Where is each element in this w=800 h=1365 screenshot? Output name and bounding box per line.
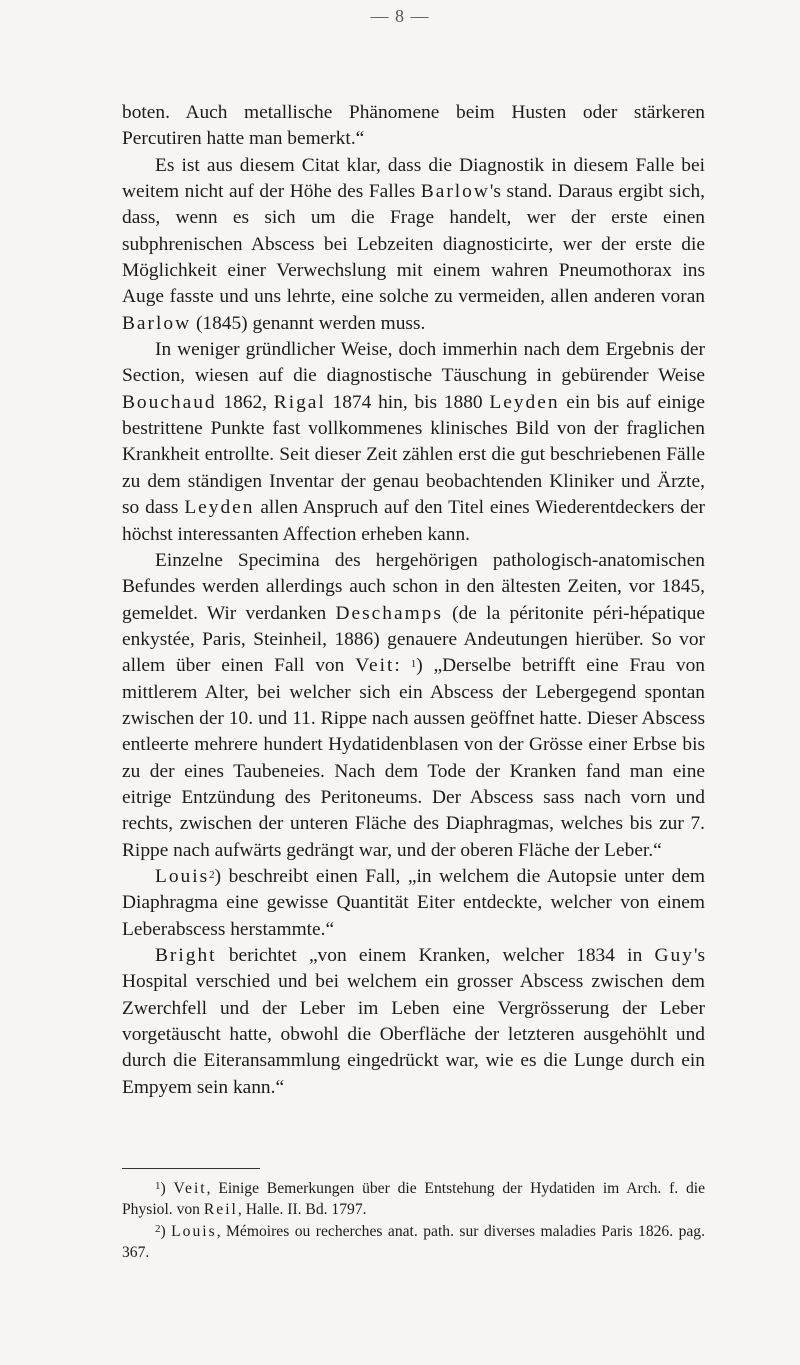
author-name-barlow-2: Barlow [122, 312, 192, 334]
paragraph-2 [122, 153, 705, 337]
footnote-divider [122, 1168, 260, 1169]
name-guy: Guy [654, 945, 694, 966]
paragraph-3-text-c: 1874 hin, bis 1880 [325, 391, 490, 413]
footnote-1-marker: 1 [155, 1180, 161, 1192]
paragraph-4 [122, 548, 705, 864]
footnote-1-author-reil: Reil [203, 1201, 238, 1219]
paragraph-4-text-c: : [394, 655, 411, 677]
paragraph-3-text-a: In weniger gründlicher Weise, doch immerhin nach dem Ergebnis der Section, wiesen auf die diagnostische Täuschung in gebürender Weise [122, 339, 705, 387]
paragraph-4-text-a: Einzelne Specimina des hergehörigen pathologisch-anatomischen Befundes werden allerdings auch schon in den ältesten Zeiten, vor 1845, gemeldet. Wir verdanken [122, 549, 705, 624]
paragraph-1 [122, 100, 705, 153]
author-name-barlow: Barlow [420, 181, 490, 203]
author-name-bright: Bright [155, 945, 217, 966]
paragraph-3-text-d: ein bis auf einige bestrittene Punkte fast vollkommenes klinisches Bild von der fraglichen Krankheit entrollte. Seit dieser Zeit zählen erst die gut beschriebenen Fälle zu dem ständigen Inventar der genau beobachtenden Kliniker und Ärzte, so dass [122, 391, 705, 519]
footnote-1-text-a: , Einige Bemerkungen über die Entstehung der Hydatiden im Arch. f. die Physiol. von [122, 1180, 706, 1219]
author-name-bouchaud: Bouchaud [122, 391, 217, 413]
author-name-leyden: Leyden [489, 391, 560, 413]
footnote-1-author-veit: Veit [173, 1180, 207, 1197]
paragraph-3 [122, 337, 705, 548]
paragraph-6-text-b: 's Hospital verschied und bei welchem ein grosser Abscess zwischen dem Zwerchfell und der Leber im Leben eine Vergrösserung der Leber vorgetäuscht hatte, obwohl die Oberfläche der letzteren ausgehöhlt und durch die Eiteransammlung eingedrückt war, wie es die Lunge durch ein Empyem sein kann.“ [122, 945, 705, 1098]
author-name-rigal: Rigal [273, 391, 326, 413]
footnote-ref-2: 2 [209, 868, 215, 881]
footnote-2: $^2$) Louis, Mémoires ou recherches anat. path. sur diverses maladies Paris 1826. pag. 367. [122, 1222, 706, 1261]
main-text [122, 100, 705, 1101]
paragraph-3-text-e: allen Anspruch auf den Titel eines Wiederentdeckers der höchst interessanten Affection erheben kann. [122, 497, 705, 545]
page-number: — 8 — [370, 6, 430, 26]
paragraph-4-text-b: (de la péritonite péri-hépatique enkystée, Paris, Steinheil, 1886) genauere Andeutungen hierüber. So vor allem über einen Fall von [122, 602, 705, 677]
paragraph-5 [122, 864, 705, 943]
paragraph-6-text-a: berichtet „von einem Kranken, welcher 1834 in [216, 945, 655, 966]
author-name-leyden-2: Leyden [184, 497, 255, 519]
footnote-ref-1: 1 [410, 658, 417, 671]
author-name-louis: Louis [155, 865, 210, 887]
footnote-2-marker: 2 [155, 1222, 161, 1235]
author-name-deschamps: Deschamps [335, 602, 443, 624]
paragraph-2-text-b: 's stand. Daraus ergibt sich, dass, wenn es sich um die Frage handelt, wer der erste einen subphrenischen Abscess bei Lebzeiten diagnosticirte, wer der erste die Möglichkeit einer Verwechslung mit einem wahren Pneumothorax ins Auge fasste und uns lehrte, eine solche zu vermeiden, allen anderen voran [122, 181, 705, 308]
paragraph-6 [122, 943, 705, 1101]
footnote-2-author-louis: Louis [171, 1222, 217, 1240]
paragraph-2-text-a: Es ist aus diesem Citat klar, dass die Diagnostik in diesem Falle bei weitem nicht auf der Höhe des Falles [122, 154, 705, 203]
paragraph-1-text: boten. Auch metallische Phänomene beim Husten oder stärkeren Percutiren hatte man bemerkt.“ [122, 102, 705, 150]
paragraph-2-text-c: (1845) genannt werden muss. [191, 312, 426, 334]
footnote-1-text-b: , Halle. II. Bd. 1797. [237, 1201, 367, 1219]
footnotes [122, 1178, 705, 1263]
paragraph-3-text-b: 1862, [216, 391, 274, 413]
paragraph-4-text-d: ) „Derselbe betrifft eine Frau von mittlerem Alter, bei welcher sich ein Abscess der Lebergegend spontan zwischen der 10. und 11. Rippe nach aussen geöffnet hatte. Dieser Abscess entleerte mehrere hundert Hydatidenblasen von der Grösse einer Erbse bis zu der eines Taubeneies. Nach dem Tode der Kranken fand man eine eitrige Entzündung des Peritoneums. Der Abscess sass nach vorn und rechts, zwischen der unteren Fläche des Diaphragmas, welches bis zur 7. Rippe nach aufwärts gedrängt war, und der oberen Fläche der Leber.“ [122, 655, 705, 861]
footnote-1: $^1$) Veit, Einige Bemerkungen über die Entstehung der Hydatiden im Arch. f. die Physiol. von Reil, Halle. II. Bd. 1797. [122, 1180, 706, 1219]
author-name-veit: Veit [355, 655, 395, 677]
footnote-2-text-a: , Mémoires ou recherches anat. path. sur diverses maladies Paris 1826. pag. 367. [122, 1222, 706, 1261]
paragraph-5-text-a: ) beschreibt einen Fall, „in welchem die Autopsie unter dem Diaphragma eine gewisse Quantität Eiter entdeckte, welcher von einem Leberabscess herstammte.“ [122, 865, 705, 940]
